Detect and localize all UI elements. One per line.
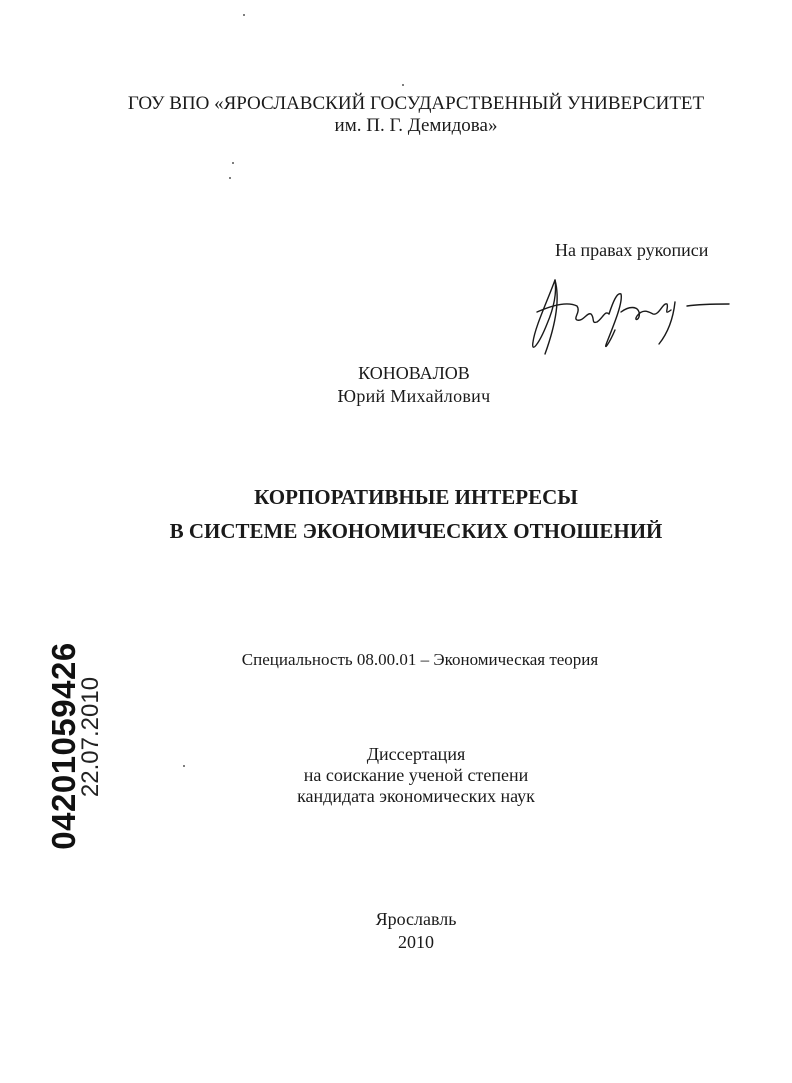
specialty: Специальность 08.00.01 – Экономическая теория: [241, 650, 599, 669]
stamp-date: 22.07.2010: [77, 676, 104, 798]
manuscript-rights-note: На правах рукописи: [555, 240, 709, 260]
thesis-degree-name: кандидата экономических наук: [297, 786, 535, 806]
dissertation-title: КОРПОРАТИВНЫЕ ИНТЕРЕСЫ: [254, 485, 578, 509]
dissertation-title-continued: В СИСТЕМЕ ЭКОНОМИЧЕСКИХ ОТНОШЕНИЙ: [169, 519, 663, 543]
stamp-number: 04201059426: [45, 642, 82, 850]
scan-speck: [402, 84, 404, 86]
author-name: Юрий Михайлович: [337, 386, 491, 406]
institution-name-continued: им. П. Г. Демидова»: [334, 115, 498, 136]
city: Ярославль: [375, 909, 457, 929]
author-signature: [525, 272, 735, 367]
institution-name: ГОУ ВПО «ЯРОСЛАВСКИЙ ГОСУДАРСТВЕННЫЙ УНИВЕРСИТЕТ: [127, 93, 705, 114]
thesis-type: Диссертация: [366, 744, 466, 764]
year: 2010: [398, 932, 434, 952]
scan-speck: [229, 177, 231, 179]
scan-speck: [243, 14, 245, 16]
library-stamp: [18, 640, 113, 860]
author-surname: КОНОВАЛОВ: [358, 363, 470, 383]
thesis-degree-line: на соискание ученой степени: [303, 765, 529, 785]
scan-speck: [232, 162, 234, 164]
